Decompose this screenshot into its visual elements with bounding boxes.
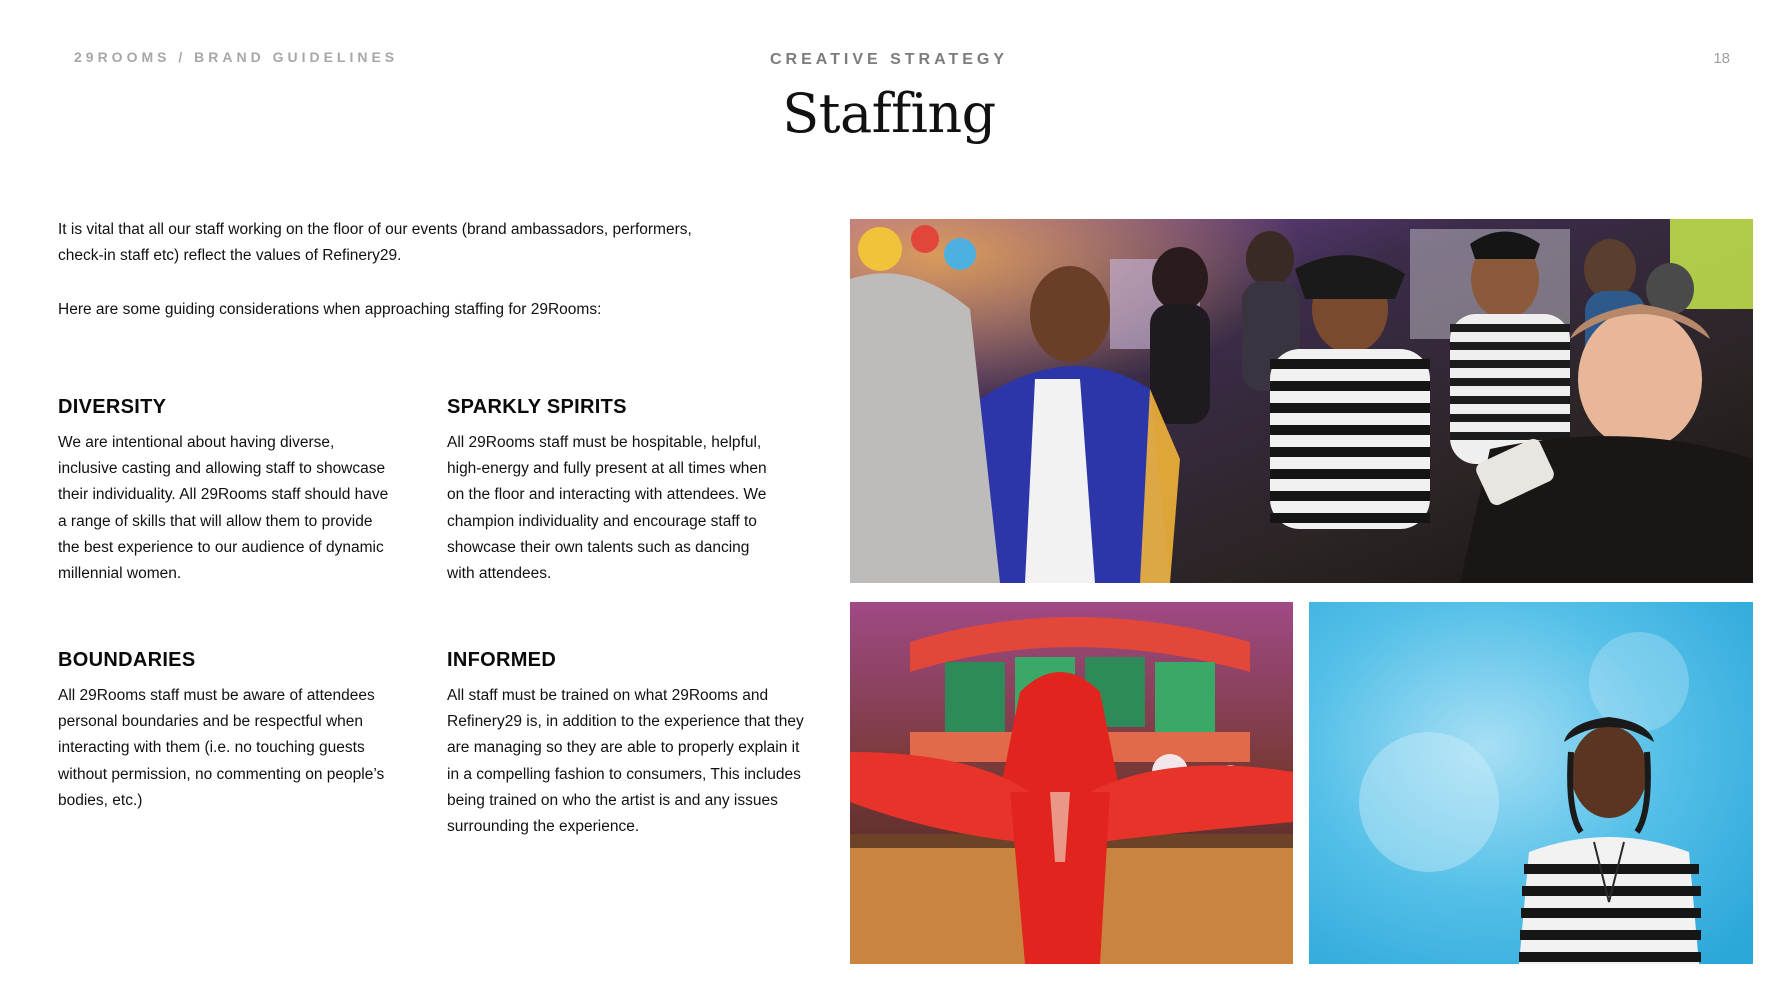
intro-paragraph-2: Here are some guiding considerations when approaching staffing for 29Rooms: bbox=[58, 301, 602, 318]
intro-paragraph-1: It is vital that all our staff working on the floor of our events (brand ambassadors, performers, check-in staff etc) reflect the values of Refinery29. bbox=[58, 221, 692, 264]
informed-section bbox=[447, 649, 807, 840]
breadcrumb: 29ROOMS / BRAND GUIDELINES bbox=[74, 49, 399, 65]
intro-text bbox=[58, 217, 738, 351]
smiling-staff-photo bbox=[1309, 602, 1753, 964]
diversity-section bbox=[58, 396, 398, 587]
party-crowd-photo bbox=[850, 219, 1753, 583]
red-performer-photo bbox=[850, 602, 1293, 964]
informed-heading: INFORMED bbox=[447, 649, 557, 671]
sparkly-spirits-section bbox=[447, 396, 767, 587]
sparkly-spirits-body: All 29Rooms staff must be hospitable, helpful, high-energy and fully present at all times when on the floor and interacting with attendees. We champion individuality and encourage staff to showcase their own talents such as dancing with attendees. bbox=[447, 434, 767, 583]
boundaries-heading: BOUNDARIES bbox=[58, 649, 196, 671]
boundaries-section bbox=[58, 649, 408, 814]
diversity-heading: DIVERSITY bbox=[58, 396, 167, 418]
informed-body: All staff must be trained on what 29Rooms and Refinery29 is, in addition to the experience that they are managing so they are able to properly explain it in a compelling fashion to consumers, This includes being trained on who the artist is and any issues surrounding the experience. bbox=[447, 687, 804, 836]
page-number: 18 bbox=[1713, 50, 1730, 67]
boundaries-body: All 29Rooms staff must be aware of attendees personal boundaries and be respectful when interacting with them (i.e. no touching guests without permission, no commenting on people’s bodies, etc.) bbox=[58, 687, 385, 809]
diversity-body: We are intentional about having diverse, inclusive casting and allowing staff to showcase their individuality. All 29Rooms staff should have a range of skills that will allow them to provide the best experience to our audience of dynamic millennial women. bbox=[58, 434, 389, 583]
section-label: CREATIVE STRATEGY bbox=[769, 51, 1009, 68]
page-title: Staffing bbox=[782, 82, 996, 145]
sparkly-spirits-heading: SPARKLY SPIRITS bbox=[447, 396, 627, 418]
